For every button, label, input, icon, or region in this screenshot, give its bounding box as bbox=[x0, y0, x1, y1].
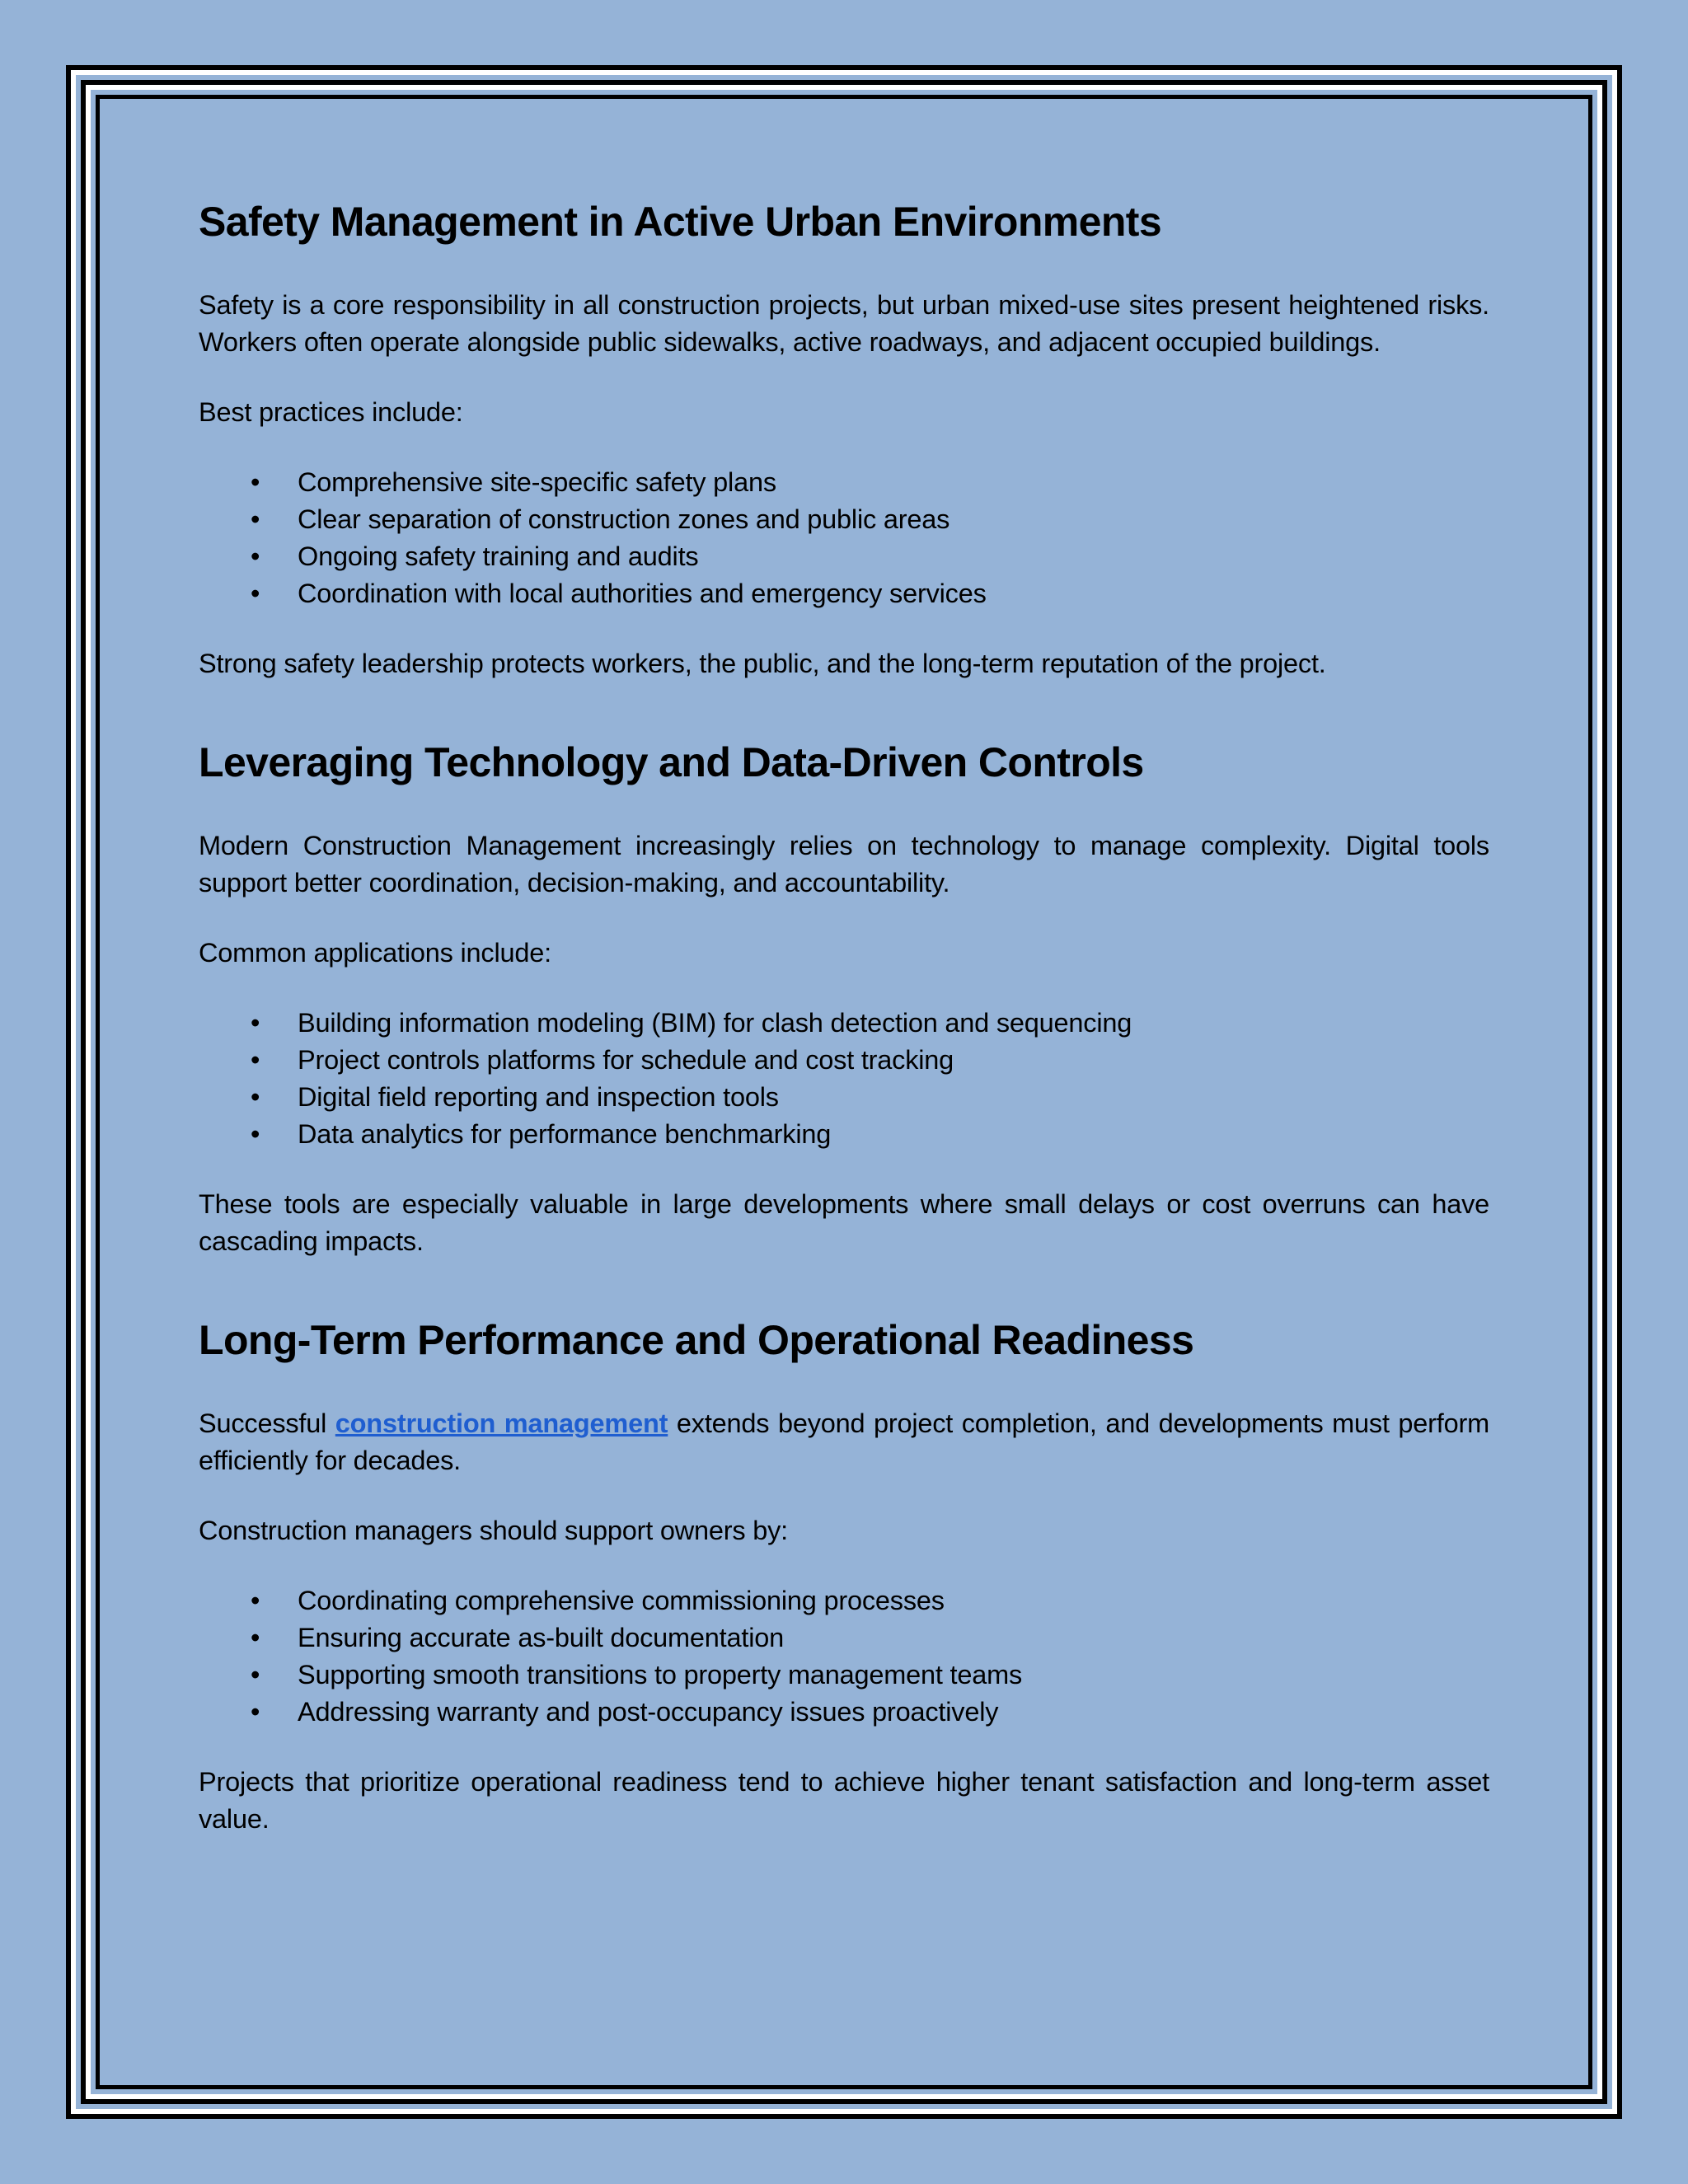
section-closing: Projects that prioritize operational readiness tend to achieve higher tenant satisfaction and long-term asset value. bbox=[199, 1767, 1489, 1834]
bullet-icon: • bbox=[251, 1697, 260, 1727]
section-intro: Modern Construction Management increasingly relies on technology to manage complexity. Digital tools support better coordination, decision-making, and accountability. bbox=[199, 831, 1489, 898]
list-item-text: Project controls platforms for schedule and cost tracking bbox=[298, 1045, 954, 1075]
list-item-text: Comprehensive site-specific safety plans bbox=[298, 467, 776, 497]
list-item bbox=[199, 1694, 1489, 1731]
document-body bbox=[199, 196, 1489, 1871]
list-item-text: Coordinating comprehensive commissioning processes bbox=[298, 1586, 945, 1615]
bullet-icon: • bbox=[251, 1586, 260, 1615]
list-item-text: Addressing warranty and post-occupancy issues proactively bbox=[298, 1697, 999, 1727]
list-item bbox=[199, 501, 1489, 538]
bullet-list bbox=[199, 1005, 1489, 1153]
bullet-icon: • bbox=[251, 1660, 260, 1690]
list-item bbox=[199, 1079, 1489, 1116]
list-item bbox=[199, 575, 1489, 612]
construction-management-link[interactable]: construction management bbox=[335, 1408, 668, 1438]
section-technology bbox=[199, 737, 1489, 1260]
bullet-icon: • bbox=[251, 1623, 260, 1652]
list-item bbox=[199, 1657, 1489, 1694]
section-closing: These tools are especially valuable in large developments where small delays or cost overruns can have cascading impacts. bbox=[199, 1189, 1489, 1256]
section-intro bbox=[199, 1405, 1489, 1479]
list-item bbox=[199, 1042, 1489, 1079]
section-safety bbox=[199, 196, 1489, 682]
bullet-icon: • bbox=[251, 1119, 260, 1149]
bullet-icon: • bbox=[251, 1082, 260, 1112]
list-lead: Construction managers should support owners by: bbox=[199, 1516, 789, 1545]
list-item-text: Supporting smooth transitions to property management teams bbox=[298, 1660, 1023, 1690]
list-lead: Common applications include: bbox=[199, 938, 551, 968]
list-item-text: Digital field reporting and inspection tools bbox=[298, 1082, 779, 1112]
list-item bbox=[199, 1619, 1489, 1657]
list-item-text: Ongoing safety training and audits bbox=[298, 541, 699, 571]
section-heading: Leveraging Technology and Data-Driven Controls bbox=[199, 739, 1144, 785]
bullet-icon: • bbox=[251, 504, 260, 534]
section-heading: Long-Term Performance and Operational Readiness bbox=[199, 1317, 1194, 1363]
list-item-text: Data analytics for performance benchmarking bbox=[298, 1119, 832, 1149]
bullet-icon: • bbox=[251, 467, 260, 497]
section-operational-readiness bbox=[199, 1315, 1489, 1838]
section-heading: Safety Management in Active Urban Environments bbox=[199, 199, 1162, 245]
list-item-text: Building information modeling (BIM) for clash detection and sequencing bbox=[298, 1008, 1132, 1038]
list-item-text: Ensuring accurate as-built documentation bbox=[298, 1623, 784, 1652]
section-intro: Safety is a core responsibility in all construction projects, but urban mixed-use sites present heightened risks. Workers often operate alongside public sidewalks, active roadways, and adjacent occupied buildings. bbox=[199, 290, 1489, 357]
list-item bbox=[199, 1116, 1489, 1153]
list-item bbox=[199, 538, 1489, 575]
intro-before-link: Successful bbox=[199, 1408, 327, 1438]
list-item bbox=[199, 1582, 1489, 1619]
list-item-text: Coordination with local authorities and emergency services bbox=[298, 579, 987, 608]
bullet-icon: • bbox=[251, 579, 260, 608]
bullet-list bbox=[199, 464, 1489, 612]
section-closing: Strong safety leadership protects workers, the public, and the long-term reputation of the project. bbox=[199, 649, 1326, 678]
list-item bbox=[199, 464, 1489, 501]
bullet-icon: • bbox=[251, 1045, 260, 1075]
list-item-text: Clear separation of construction zones and public areas bbox=[298, 504, 950, 534]
list-lead: Best practices include: bbox=[199, 397, 463, 427]
list-item bbox=[199, 1005, 1489, 1042]
bullet-icon: • bbox=[251, 1008, 260, 1038]
bullet-icon: • bbox=[251, 541, 260, 571]
intro-after-link: extends beyond project completion, and developments must perform efficiently for decades. bbox=[199, 1408, 1489, 1475]
bullet-list bbox=[199, 1582, 1489, 1731]
